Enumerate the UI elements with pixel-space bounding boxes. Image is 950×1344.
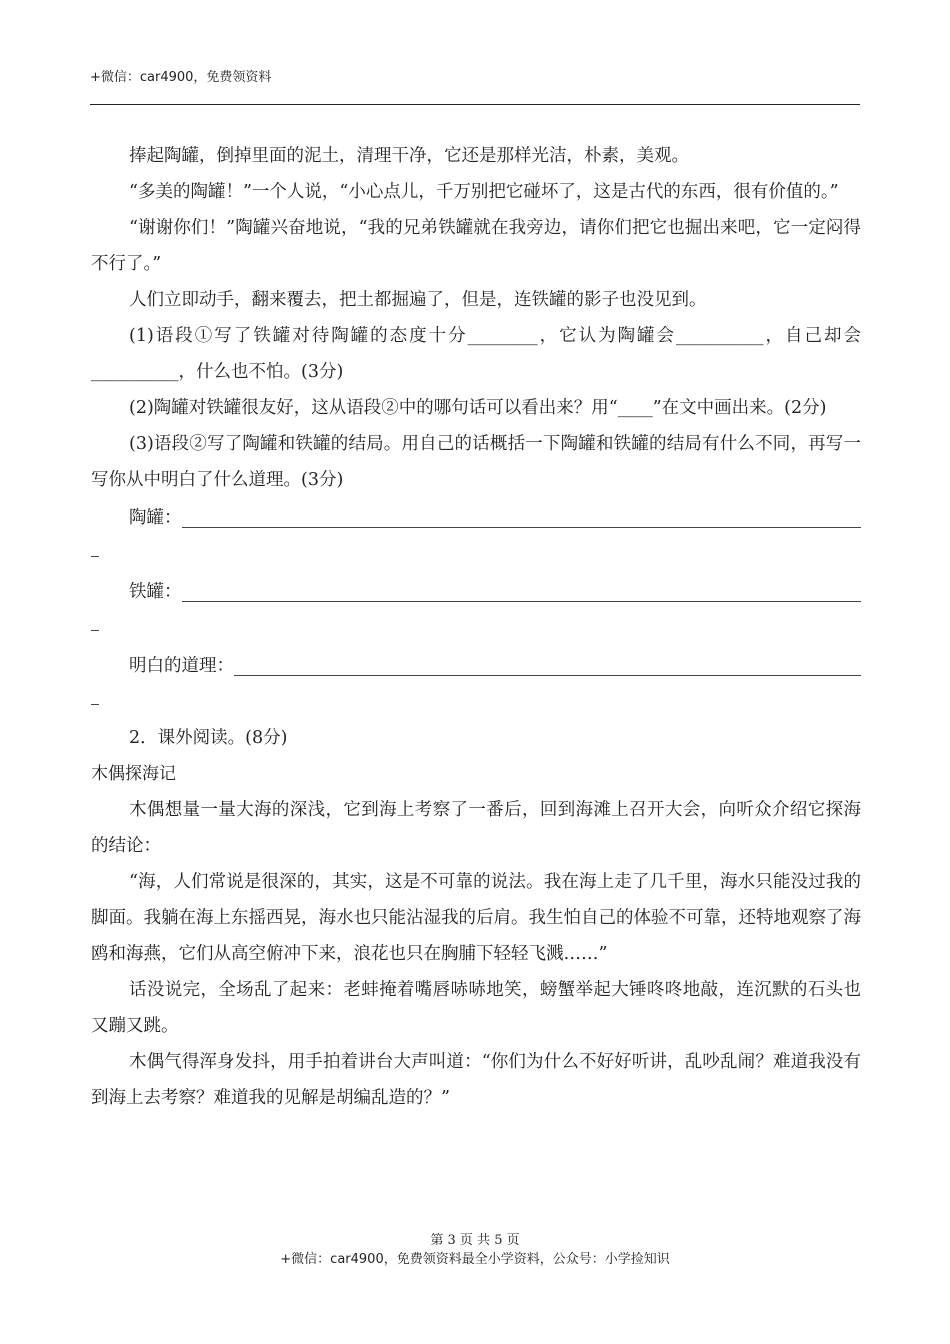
answer-blank-tieguan[interactable] [182, 577, 862, 602]
question-1: (1)语段①写了铁罐对待陶罐的态度十分________，它认为陶罐会__________，自己却会__________，什么也不怕。(3分) [91, 326, 861, 382]
line-continuation [91, 684, 861, 720]
answer-label-taoguan: 陶罐： [129, 508, 182, 528]
answer-line-tieguan[interactable] [129, 574, 861, 610]
section-2-heading: 2．课外阅读。(8分) [129, 728, 288, 748]
answer-blank-daoli[interactable] [234, 651, 861, 676]
footer-note: +微信：car4900，免费领资料最全小学资料，公众号：小学捡知识 [280, 1252, 670, 1267]
header-note: +微信：car4900，免费领资料 [90, 70, 272, 85]
line-continuation [91, 610, 861, 646]
line-continuation [91, 536, 861, 572]
answer-blank-taoguan[interactable] [182, 503, 862, 528]
page-content [91, 138, 861, 1116]
answer-label-daoli: 明白的道理： [129, 656, 234, 676]
story-paragraph-3: 话没说完，全场乱了起来：老蚌掩着嘴唇哧哧地笑，螃蟹举起大锤咚咚地敲，连沉默的石头也又蹦又跳。 [91, 980, 861, 1036]
story-title: 木偶探海记 [91, 764, 176, 784]
answer-line-taoguan[interactable] [129, 500, 861, 536]
story-paragraph-2: “海，人们常说是很深的，其实，这是不可靠的说法。我在海上走了几千里，海水只能没过我的脚面。我躺在海上东摇西晃，海水也只能沾湿我的后肩。我生怕自己的体验不可靠，还特地观察了海鸥和海燕，它们从高空俯冲下来，浪花也只在胸脯下轻轻飞溅……” [91, 872, 861, 964]
story-paragraph-1: 木偶想量一量大海的深浅，它到海上考察了一番后，回到海滩上召开大会，向听众介绍它探海的结论： [91, 800, 861, 856]
story-paragraph-4: 木偶气得浑身发抖，用手拍着讲台大声叫道：“你们为什么不好好听讲，乱吵乱闹？难道我没有到海上去考察？难道我的见解是胡编乱造的？” [91, 1052, 861, 1108]
passage-paragraph-2: “多美的陶罐！”一个人说，“小心点儿，千万别把它碰坏了，这是古代的东西，很有价值的。” [129, 182, 839, 202]
passage-paragraph-4: 人们立即动手，翻来覆去，把土都掘遍了，但是，连铁罐的影子也没见到。 [129, 290, 707, 310]
answer-label-tieguan: 铁罐： [129, 582, 182, 602]
answer-line-daoli[interactable] [129, 648, 861, 684]
page-number: 第 3 页 共 5 页 [430, 1233, 520, 1248]
passage-paragraph-3: “谢谢你们！”陶罐兴奋地说，“我的兄弟铁罐就在我旁边，请你们把它也掘出来吧，它一定闷得不行了。” [91, 218, 861, 274]
passage-paragraph-1: 捧起陶罐，倒掉里面的泥土，清理干净，它还是那样光洁，朴素，美观。 [129, 146, 689, 166]
question-2: (2)陶罐对铁罐很友好，这从语段②中的哪句话可以看出来？用“____”在文中画出来。(2分) [129, 398, 827, 418]
header-divider [90, 104, 860, 105]
question-3: (3)语段②写了陶罐和铁罐的结局。用自己的话概括一下陶罐和铁罐的结局有什么不同，再写一写你从中明白了什么道理。(3分) [91, 434, 861, 490]
